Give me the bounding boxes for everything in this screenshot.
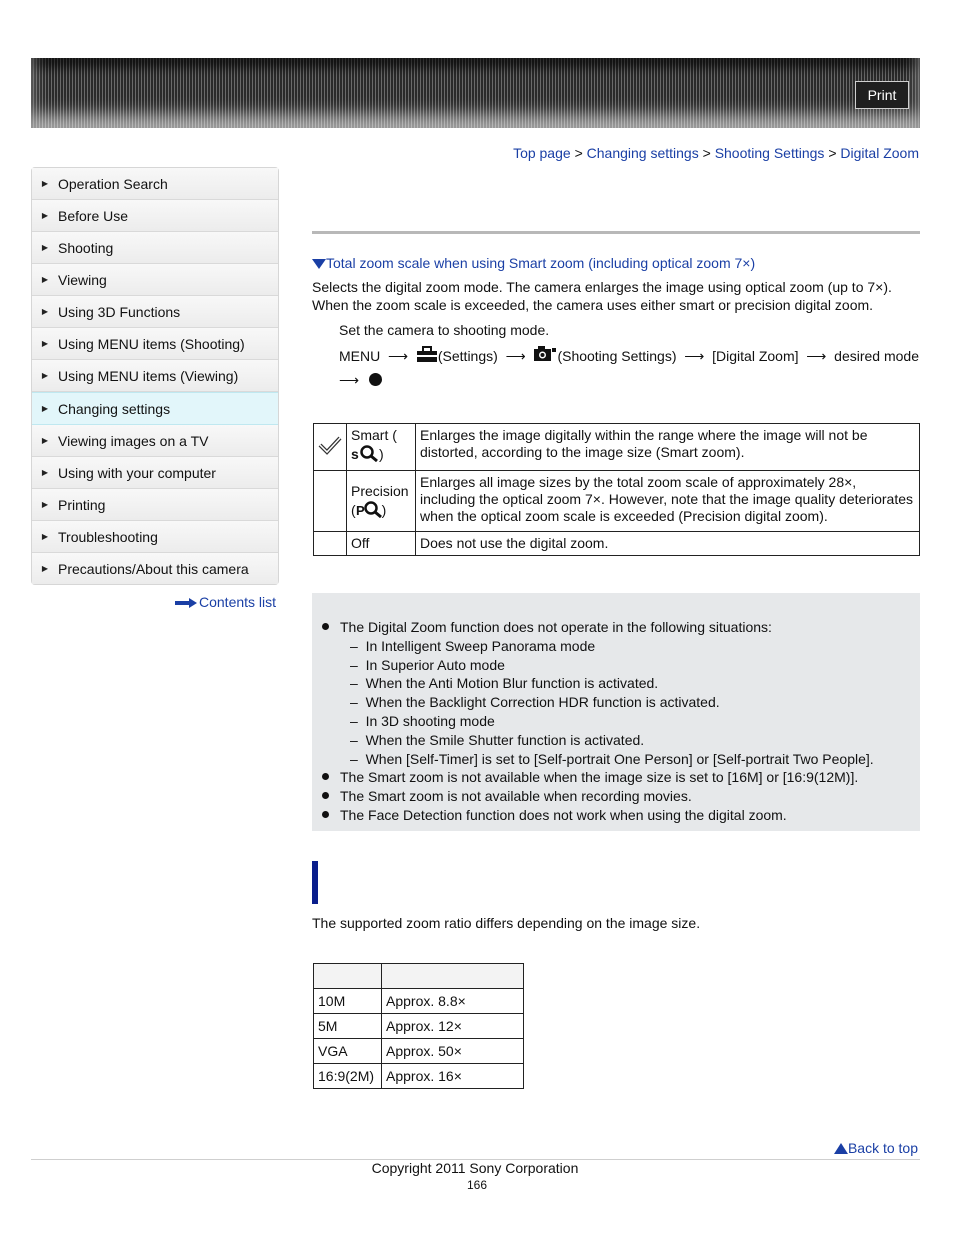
note-text: The Digital Zoom function does not operate in the following situations:: [340, 619, 772, 635]
sidebar-item-label: Using 3D Functions: [58, 303, 181, 320]
arrow-icon: ⟶: [802, 348, 831, 364]
zoom-ratio-cell: Approx. 50×: [382, 1039, 524, 1064]
desired-mode-label: desired mode: [834, 348, 919, 364]
breadcrumb-separator: >: [574, 145, 583, 161]
breadcrumb: [513, 145, 919, 161]
arrow-right-icon: ▶: [41, 307, 49, 316]
note-item: [322, 806, 912, 825]
sidebar-item-before-use[interactable]: [32, 200, 278, 232]
sidebar-item-label: Changing settings: [58, 400, 171, 417]
dash-icon: –: [350, 731, 366, 748]
arrow-icon: ⟶: [384, 348, 412, 364]
notes-box: [312, 593, 920, 831]
zoom-ratio-cell: Approx. 12×: [382, 1014, 524, 1039]
settings-label: (Settings): [437, 348, 498, 364]
default-mark-cell: [314, 424, 347, 471]
sidebar-item-precautions[interactable]: [32, 553, 278, 584]
table-header-cell: [314, 964, 382, 989]
note-text: The Face Detection function does not work when using the digital zoom.: [340, 806, 787, 823]
image-size-cell: VGA: [314, 1039, 382, 1064]
bullet-icon: [322, 773, 329, 780]
image-size-cell: 5M: [314, 1014, 382, 1039]
print-button[interactable]: Print: [855, 81, 909, 109]
dash-icon: –: [350, 712, 366, 729]
table-row: [314, 1014, 524, 1039]
note-subitem: [322, 731, 912, 750]
sidebar-item-menu-shooting[interactable]: [32, 328, 278, 360]
arrow-right-icon: ▶: [41, 564, 49, 573]
bullet-icon: [322, 811, 329, 818]
mode-name: Precision: [351, 483, 409, 499]
note-text: The Smart zoom is not available when the image size is set to [16M] or [16:9(12M)].: [340, 769, 859, 786]
menu-label: MENU: [339, 348, 381, 364]
header-banner: [31, 58, 920, 128]
note-subtext: When the Backlight Correction HDR function is activated.: [365, 694, 720, 711]
sidebar-item-label: Viewing images on a TV: [58, 432, 209, 449]
breadcrumb-shooting-settings[interactable]: Shooting Settings: [714, 145, 825, 161]
dash-icon: –: [350, 694, 366, 711]
title-divider: [312, 231, 920, 234]
mode-name: Smart (: [351, 427, 397, 443]
precision-zoom-icon: [356, 500, 382, 518]
breadcrumb-digital-zoom[interactable]: Digital Zoom: [840, 145, 919, 161]
checkmark-icon: [318, 435, 342, 455]
dash-icon: –: [350, 675, 366, 692]
mode-description: Enlarges the image digitally within the range where the image will not be distorted, according to the image size (Smart zoom).: [416, 424, 920, 471]
sidebar-item-operation-search[interactable]: [32, 168, 278, 200]
default-mark-cell: [314, 532, 347, 556]
note-item: [322, 787, 912, 806]
sidebar-item-label: Shooting: [58, 239, 114, 256]
sidebar-item-label: Before Use: [58, 207, 129, 224]
sidebar-item-shooting[interactable]: [32, 232, 278, 264]
intro-line-1: Selects the digital zoom mode. The camera enlarges the image using optical zoom (up to 7×).: [312, 279, 892, 295]
back-to-top-link[interactable]: [834, 1140, 918, 1156]
note-subtext: In Superior Auto mode: [365, 656, 505, 673]
note-item: [322, 768, 912, 787]
arrow-icon: ⟶: [501, 348, 530, 364]
note-subtext: In Intelligent Sweep Panorama mode: [365, 637, 596, 654]
svg-text:P: P: [355, 503, 365, 518]
note-subitem: [322, 656, 912, 675]
arrow-right-icon: ▶: [41, 179, 49, 188]
sidebar-item-computer[interactable]: [32, 457, 278, 489]
note-subitem: [322, 712, 912, 731]
note-text: The Smart zoom is not available when recording movies.: [340, 788, 692, 805]
arrow-right-icon: ▶: [41, 404, 49, 413]
intro-line-2: When the zoom scale is exceeded, the camera uses either smart or precision digital zoom.: [312, 297, 874, 313]
arrow-icon: ⟶: [680, 348, 709, 364]
step-1: Set the camera to shooting mode.: [339, 322, 550, 338]
sidebar-item-menu-viewing[interactable]: [32, 360, 278, 392]
smart-zoom-icon: [351, 444, 379, 462]
sidebar-item-viewing[interactable]: [32, 264, 278, 296]
sidebar-item-label: Operation Search: [58, 175, 168, 192]
table-header-cell: [382, 964, 524, 989]
dash-icon: –: [350, 750, 366, 767]
toolbox-icon: [416, 346, 438, 362]
table-row: [314, 424, 920, 471]
copyright: Copyright 2011 Sony Corporation: [371, 1160, 579, 1176]
breadcrumb-changing-settings[interactable]: Changing settings: [586, 145, 699, 161]
default-mark-cell: [314, 471, 347, 532]
mode-name-cell: [347, 424, 416, 471]
note-subitem: [322, 693, 912, 712]
sidebar-nav: [31, 167, 279, 585]
dash-icon: –: [350, 637, 366, 654]
sidebar-item-label: Using MENU items (Viewing): [58, 367, 239, 384]
triangle-up-icon: [834, 1143, 848, 1154]
zoom-intro: The supported zoom ratio differs depending on the image size.: [312, 915, 701, 931]
image-size-cell: 10M: [314, 989, 382, 1014]
note-subtext: When the Smile Shutter function is activated.: [365, 731, 645, 748]
arrow-right-icon: ▶: [41, 532, 49, 541]
table-row: [314, 989, 524, 1014]
sidebar-item-3d-functions[interactable]: [32, 296, 278, 328]
step-2: [339, 344, 919, 392]
svg-text:s: s: [351, 446, 359, 462]
sidebar-item-label: Viewing: [58, 271, 107, 288]
zoom-ratio-cell: Approx. 8.8×: [382, 989, 524, 1014]
sidebar-item-label: Printing: [58, 496, 106, 513]
triangle-down-icon: [312, 258, 326, 269]
arrow-right-icon: ▶: [41, 500, 49, 509]
table-row: [314, 1039, 524, 1064]
digital-zoom-label: [Digital Zoom]: [712, 348, 799, 364]
shooting-settings-label: (Shooting Settings): [557, 348, 677, 364]
bullet-icon: [322, 623, 329, 630]
note-subtext: In 3D shooting mode: [365, 712, 495, 729]
table-header-row: [314, 964, 524, 989]
note-subtext: When the Anti Motion Blur function is activated.: [365, 675, 659, 692]
dash-icon: –: [350, 656, 366, 673]
sidebar-item-troubleshooting[interactable]: [32, 521, 278, 553]
section-heading-bar: [312, 861, 318, 904]
zoom-ratio-table: [313, 963, 524, 1089]
arrow-right-icon: ▶: [41, 468, 49, 477]
bullet-icon: [322, 792, 329, 799]
arrow-icon: ⟶: [339, 372, 363, 388]
center-button-icon: [369, 373, 382, 386]
zoom-ratio-cell: Approx. 16×: [382, 1064, 524, 1089]
page-number: 166: [466, 1178, 488, 1192]
mode-name-suffix: ): [379, 446, 384, 462]
back-to-top-label: Back to top: [847, 1140, 918, 1156]
table-row: [314, 471, 920, 532]
mode-name-cell: [347, 471, 416, 532]
image-size-cell: 16:9(2M): [314, 1064, 382, 1089]
breadcrumb-separator: >: [828, 145, 837, 161]
arrow-right-icon: [175, 598, 197, 608]
sidebar-item-changing-settings[interactable]: [32, 392, 278, 425]
mode-name-suffix: ): [381, 502, 387, 518]
sidebar-item-label: Precautions/About this camera: [58, 560, 249, 577]
mode-description: Enlarges all image sizes by the total zoom scale of approximately 28×, including the optical zoom 7×. However, note that the image quality deteriorates when the optical zoom scale is exceeded (Precision digital zoom).: [416, 471, 920, 532]
arrow-right-icon: ▶: [41, 436, 49, 445]
section-link-label: Total zoom scale when using Smart zoom (including optical zoom 7×): [326, 255, 756, 271]
table-row: [314, 532, 920, 556]
sidebar-item-viewing-tv[interactable]: [32, 425, 278, 457]
note-subtext: When [Self-Timer] is set to [Self-portrait One Person] or [Self-portrait Two People].: [365, 750, 874, 767]
note-subitem: [322, 637, 912, 656]
section-link-total-zoom[interactable]: [312, 255, 755, 271]
note-item: [322, 618, 912, 637]
note-subitem: [322, 674, 912, 693]
arrow-right-icon: ▶: [41, 275, 49, 284]
breadcrumb-top-page[interactable]: Top page: [513, 145, 571, 161]
table-row: [314, 1064, 524, 1089]
arrow-right-icon: ▶: [41, 211, 49, 220]
mode-table: [313, 423, 920, 556]
mode-description: Does not use the digital zoom.: [416, 532, 920, 556]
contents-list-label: Contents list: [199, 594, 277, 610]
contents-list-link[interactable]: [175, 594, 276, 610]
camera-icon: [533, 344, 557, 362]
sidebar-item-label: Using with your computer: [58, 464, 216, 481]
note-subitem: [322, 750, 912, 769]
sidebar-item-printing[interactable]: [32, 489, 278, 521]
arrow-right-icon: ▶: [41, 243, 49, 252]
mode-name-prefix: (: [351, 502, 356, 518]
sidebar-item-label: Using MENU items (Shooting): [58, 335, 245, 352]
sidebar-item-label: Troubleshooting: [58, 528, 158, 545]
arrow-right-icon: ▶: [41, 339, 49, 348]
mode-name: Off: [347, 532, 416, 556]
arrow-right-icon: ▶: [41, 371, 49, 380]
breadcrumb-separator: >: [702, 145, 711, 161]
